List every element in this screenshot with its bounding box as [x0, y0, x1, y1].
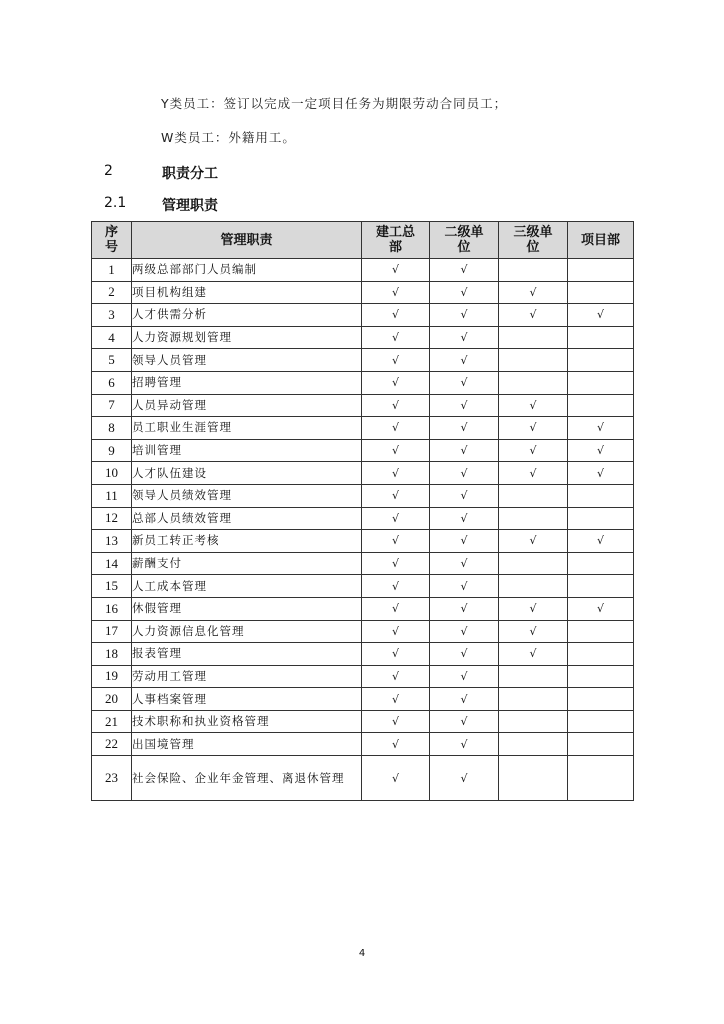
table-row — [92, 756, 634, 801]
project-mark-cell — [568, 575, 634, 598]
table-row — [92, 710, 634, 733]
level3-mark-cell: √ — [499, 394, 568, 417]
seq-cell: 6 — [92, 371, 132, 394]
project-mark-cell — [568, 643, 634, 666]
duty-name-cell: 社会保险、企业年金管理、离退休管理 — [132, 756, 362, 801]
level2-mark-cell: √ — [430, 417, 499, 440]
table-row — [92, 597, 634, 620]
duty-name-cell: 劳动用工管理 — [132, 665, 362, 688]
level3-mark-cell: √ — [499, 462, 568, 485]
duty-name-cell: 新员工转正考核 — [132, 530, 362, 553]
duty-name-cell: 休假管理 — [132, 597, 362, 620]
seq-cell: 7 — [92, 394, 132, 417]
seq-cell: 12 — [92, 507, 132, 530]
level2-mark-cell: √ — [430, 326, 499, 349]
level3-mark-cell — [499, 733, 568, 756]
level3-mark-cell — [499, 507, 568, 530]
page-number: 4 — [358, 948, 366, 959]
level3-mark-cell — [499, 371, 568, 394]
duty-name-cell: 技术职称和执业资格管理 — [132, 710, 362, 733]
duty-name-cell: 项目机构组建 — [132, 281, 362, 304]
duty-name-cell: 领导人员管理 — [132, 349, 362, 372]
hq-mark-cell: √ — [362, 597, 430, 620]
project-mark-cell — [568, 507, 634, 530]
table-row — [92, 259, 634, 282]
project-mark-cell — [568, 484, 634, 507]
seq-cell: 20 — [92, 688, 132, 711]
project-mark-cell — [568, 326, 634, 349]
seq-cell: 10 — [92, 462, 132, 485]
level3-mark-cell — [499, 349, 568, 372]
duty-name-cell: 人工成本管理 — [132, 575, 362, 598]
level3-mark-cell: √ — [499, 620, 568, 643]
seq-cell: 15 — [92, 575, 132, 598]
header-duty: 管理职责 — [132, 222, 362, 259]
hq-mark-cell: √ — [362, 371, 430, 394]
header-level3: 三级单位 — [499, 222, 568, 259]
table-row — [92, 530, 634, 553]
table-row — [92, 688, 634, 711]
hq-mark-cell: √ — [362, 665, 430, 688]
table-row — [92, 575, 634, 598]
project-mark-cell — [568, 688, 634, 711]
level3-mark-cell — [499, 756, 568, 801]
hq-mark-cell: √ — [362, 439, 430, 462]
table-row — [92, 462, 634, 485]
hq-mark-cell: √ — [362, 643, 430, 666]
table-header-row — [92, 222, 634, 259]
level3-mark-cell — [499, 688, 568, 711]
table-row — [92, 643, 634, 666]
level2-mark-cell: √ — [430, 371, 499, 394]
level3-mark-cell — [499, 665, 568, 688]
level2-mark-cell: √ — [430, 304, 499, 327]
level2-mark-cell: √ — [430, 281, 499, 304]
level2-mark-cell: √ — [430, 530, 499, 553]
project-mark-cell — [568, 259, 634, 282]
seq-cell: 23 — [92, 756, 132, 801]
seq-cell: 3 — [92, 304, 132, 327]
table-row — [92, 371, 634, 394]
duty-name-cell: 两级总部部门人员编制 — [132, 259, 362, 282]
level2-mark-cell: √ — [430, 575, 499, 598]
hq-mark-cell: √ — [362, 575, 430, 598]
hq-mark-cell: √ — [362, 756, 430, 801]
section-title: 职责分工 — [162, 166, 218, 182]
project-mark-cell: √ — [568, 439, 634, 462]
seq-cell: 13 — [92, 530, 132, 553]
hq-mark-cell: √ — [362, 417, 430, 440]
seq-cell: 9 — [92, 439, 132, 462]
table-row — [92, 394, 634, 417]
paragraph-y-employees: Y类员工：签订以完成一定项目任务为期限劳动合同员工； — [161, 96, 508, 111]
seq-cell: 8 — [92, 417, 132, 440]
project-mark-cell — [568, 756, 634, 801]
project-mark-cell — [568, 552, 634, 575]
table-row — [92, 326, 634, 349]
table-row — [92, 304, 634, 327]
duty-name-cell: 总部人员绩效管理 — [132, 507, 362, 530]
responsibility-table — [91, 221, 634, 801]
project-mark-cell — [568, 371, 634, 394]
subsection-number: 2.1 — [104, 195, 127, 211]
hq-mark-cell: √ — [362, 620, 430, 643]
level2-mark-cell: √ — [430, 507, 499, 530]
level3-mark-cell: √ — [499, 281, 568, 304]
level2-mark-cell: √ — [430, 710, 499, 733]
level2-mark-cell: √ — [430, 394, 499, 417]
hq-mark-cell: √ — [362, 507, 430, 530]
duty-name-cell: 员工职业生涯管理 — [132, 417, 362, 440]
project-mark-cell: √ — [568, 304, 634, 327]
level3-mark-cell — [499, 326, 568, 349]
duty-name-cell: 培训管理 — [132, 439, 362, 462]
hq-mark-cell: √ — [362, 710, 430, 733]
level2-mark-cell: √ — [430, 756, 499, 801]
level3-mark-cell: √ — [499, 304, 568, 327]
level2-mark-cell: √ — [430, 597, 499, 620]
level3-mark-cell — [499, 484, 568, 507]
hq-mark-cell: √ — [362, 394, 430, 417]
level3-mark-cell — [499, 552, 568, 575]
level2-mark-cell: √ — [430, 620, 499, 643]
level2-mark-cell: √ — [430, 462, 499, 485]
hq-mark-cell: √ — [362, 326, 430, 349]
seq-cell: 11 — [92, 484, 132, 507]
hq-mark-cell: √ — [362, 530, 430, 553]
header-project: 项目部 — [568, 222, 634, 259]
seq-cell: 1 — [92, 259, 132, 282]
duty-name-cell: 薪酬支付 — [132, 552, 362, 575]
level3-mark-cell: √ — [499, 417, 568, 440]
seq-cell: 14 — [92, 552, 132, 575]
seq-cell: 4 — [92, 326, 132, 349]
header-level2: 二级单位 — [430, 222, 499, 259]
level2-mark-cell: √ — [430, 643, 499, 666]
duty-name-cell: 领导人员绩效管理 — [132, 484, 362, 507]
project-mark-cell — [568, 620, 634, 643]
level3-mark-cell — [499, 259, 568, 282]
seq-cell: 18 — [92, 643, 132, 666]
project-mark-cell — [568, 349, 634, 372]
hq-mark-cell: √ — [362, 349, 430, 372]
duty-name-cell: 人才供需分析 — [132, 304, 362, 327]
level3-mark-cell — [499, 710, 568, 733]
level3-mark-cell: √ — [499, 597, 568, 620]
level2-mark-cell: √ — [430, 259, 499, 282]
level2-mark-cell: √ — [430, 552, 499, 575]
seq-cell: 19 — [92, 665, 132, 688]
table-row — [92, 417, 634, 440]
project-mark-cell — [568, 665, 634, 688]
duty-name-cell: 人才队伍建设 — [132, 462, 362, 485]
subsection-title: 管理职责 — [162, 198, 218, 214]
table-row — [92, 733, 634, 756]
project-mark-cell — [568, 710, 634, 733]
project-mark-cell: √ — [568, 530, 634, 553]
level2-mark-cell: √ — [430, 733, 499, 756]
duty-name-cell: 招聘管理 — [132, 371, 362, 394]
seq-cell: 16 — [92, 597, 132, 620]
table-row — [92, 484, 634, 507]
project-mark-cell — [568, 394, 634, 417]
level3-mark-cell: √ — [499, 643, 568, 666]
hq-mark-cell: √ — [362, 484, 430, 507]
level2-mark-cell: √ — [430, 484, 499, 507]
level2-mark-cell: √ — [430, 688, 499, 711]
seq-cell: 22 — [92, 733, 132, 756]
seq-cell: 21 — [92, 710, 132, 733]
paragraph-w-employees: W类员工：外籍用工。 — [161, 130, 296, 145]
level3-mark-cell — [499, 575, 568, 598]
level2-mark-cell: √ — [430, 665, 499, 688]
header-hq: 建工总部 — [362, 222, 430, 259]
section-number: 2 — [104, 163, 113, 179]
project-mark-cell — [568, 281, 634, 304]
hq-mark-cell: √ — [362, 688, 430, 711]
hq-mark-cell: √ — [362, 259, 430, 282]
level3-mark-cell: √ — [499, 530, 568, 553]
header-seq: 序号 — [92, 222, 132, 259]
table-row — [92, 281, 634, 304]
duty-name-cell: 人员异动管理 — [132, 394, 362, 417]
hq-mark-cell: √ — [362, 733, 430, 756]
duty-name-cell: 出国境管理 — [132, 733, 362, 756]
duty-name-cell: 人事档案管理 — [132, 688, 362, 711]
seq-cell: 5 — [92, 349, 132, 372]
project-mark-cell — [568, 733, 634, 756]
project-mark-cell: √ — [568, 597, 634, 620]
level3-mark-cell: √ — [499, 439, 568, 462]
table-row — [92, 665, 634, 688]
hq-mark-cell: √ — [362, 304, 430, 327]
table-row — [92, 552, 634, 575]
level2-mark-cell: √ — [430, 439, 499, 462]
duty-name-cell: 人力资源信息化管理 — [132, 620, 362, 643]
hq-mark-cell: √ — [362, 552, 430, 575]
seq-cell: 17 — [92, 620, 132, 643]
project-mark-cell: √ — [568, 417, 634, 440]
table-row — [92, 439, 634, 462]
duty-name-cell: 人力资源规划管理 — [132, 326, 362, 349]
duty-name-cell: 报表管理 — [132, 643, 362, 666]
table-row — [92, 620, 634, 643]
hq-mark-cell: √ — [362, 462, 430, 485]
project-mark-cell: √ — [568, 462, 634, 485]
table-row — [92, 507, 634, 530]
seq-cell: 2 — [92, 281, 132, 304]
level2-mark-cell: √ — [430, 349, 499, 372]
hq-mark-cell: √ — [362, 281, 430, 304]
table-row — [92, 349, 634, 372]
